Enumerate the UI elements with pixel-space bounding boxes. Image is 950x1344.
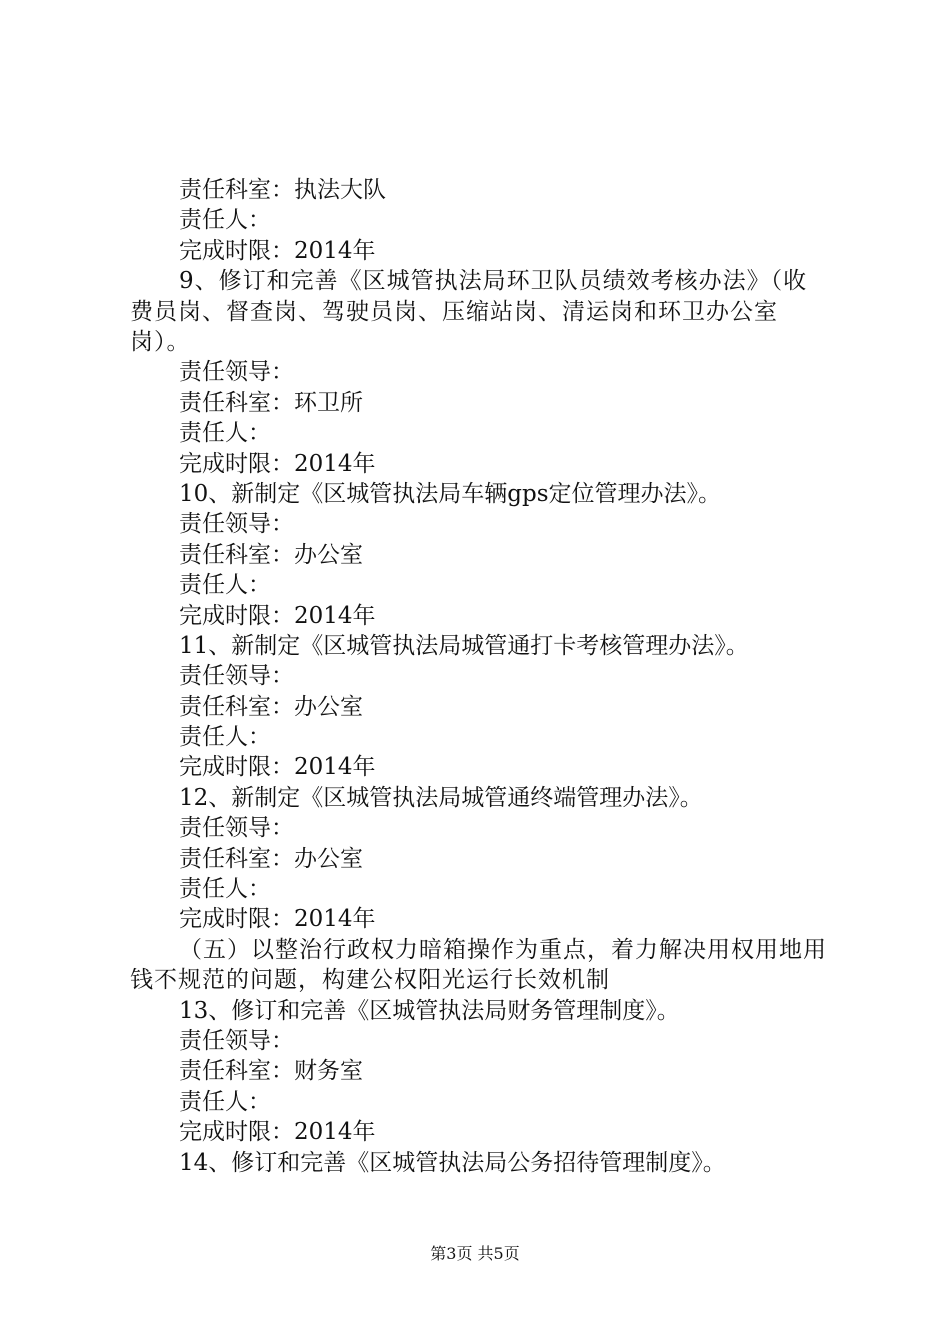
paragraph: 9、修订和完善《区城管执法局环卫队员绩效考核办法》（收费员岗、督查岗、驾驶员岗、压缩站岗、清运岗和环卫办公室岗）。 <box>130 268 808 355</box>
text-line: 责任科室：环卫所 <box>179 389 363 416</box>
text-line: 12、新制定《区城管执法局城管通终端管理办法》。 <box>179 784 703 811</box>
text-line: 完成时限：2014年 <box>179 1119 376 1146</box>
text-line: 责任人： <box>179 1088 271 1115</box>
document-body <box>130 175 830 1178</box>
text-line: 完成时限：2014年 <box>179 754 376 781</box>
text-line: 责任领导： <box>179 359 294 386</box>
text-line: 11、新制定《区城管执法局城管通打卡考核管理办法》。 <box>179 632 749 659</box>
text-line: 13、修订和完善《区城管执法局财务管理制度》。 <box>179 997 680 1024</box>
text-line: 责任人： <box>179 207 271 234</box>
text-line: 14、修订和完善《区城管执法局公务招待管理制度》。 <box>179 1149 726 1176</box>
section-heading: （五）以整治行政权力暗箱操作为重点，着力解决用权用地用钱不规范的问题，构建公权阳光运行长效机制 <box>130 936 827 994</box>
text-line: 责任人： <box>179 724 271 751</box>
text-line: 责任领导： <box>179 1028 294 1055</box>
text-line: 责任科室：办公室 <box>179 693 363 720</box>
text-line: 责任人： <box>179 572 271 599</box>
text-line: 完成时限：2014年 <box>179 450 376 477</box>
text-line: 完成时限：2014年 <box>179 906 376 933</box>
text-line: 完成时限：2014年 <box>179 602 376 629</box>
text-line: 责任领导： <box>179 511 294 538</box>
text-line: 责任人： <box>179 420 271 447</box>
text-line: 完成时限：2014年 <box>179 237 376 264</box>
text-line: 责任科室：办公室 <box>179 541 363 568</box>
page-number-footer: 第3页 共5页 <box>430 1244 520 1263</box>
text-line: 责任人： <box>179 876 271 903</box>
text-line: 责任领导： <box>179 663 294 690</box>
text-line: 责任科室：财务室 <box>179 1058 363 1085</box>
text-line: 10、新制定《区城管执法局车辆gps定位管理办法》。 <box>179 480 722 507</box>
text-line: 责任科室：执法大队 <box>179 177 386 203</box>
text-line: 责任领导： <box>179 815 294 842</box>
text-line: 责任科室：办公室 <box>179 845 363 872</box>
